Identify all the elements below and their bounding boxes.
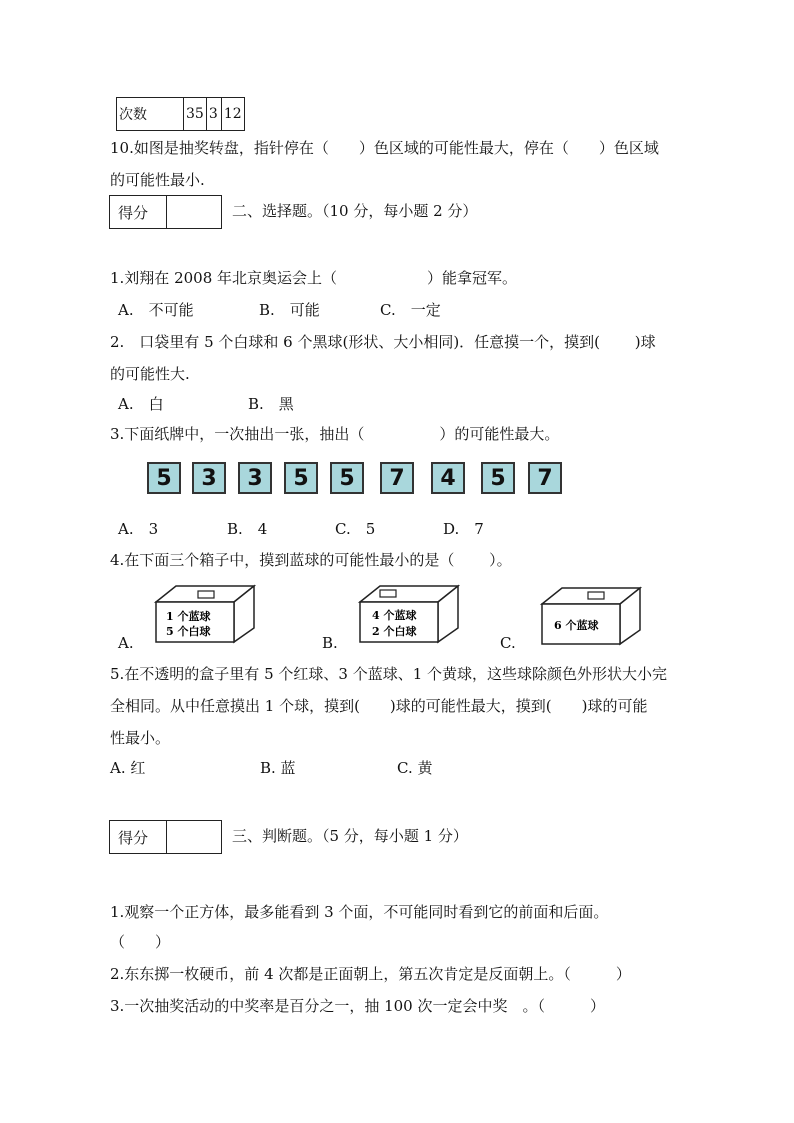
count-table-cell: 3	[206, 98, 221, 131]
s2q3-option-d: D. 7	[443, 520, 484, 538]
count-table-cell: 35	[184, 98, 207, 131]
s2q5-option-a: A. 红	[110, 759, 146, 777]
box-illustration	[354, 584, 462, 644]
box-label: 2 个白球	[372, 625, 417, 638]
score-box	[109, 820, 222, 854]
count-table	[116, 97, 245, 131]
s2q5-option-b: B. 蓝	[260, 759, 296, 777]
s3q2-text: 2.东东掷一枚硬币，前 4 次都是正面朝上，第五次肯定是反面朝上。（ ）	[110, 965, 631, 983]
score-box-divider	[166, 821, 167, 853]
s2q3-option-a: A. 3	[118, 520, 159, 538]
s2q2-option-b: B. 黑	[248, 395, 294, 413]
s2q4-option-b: B.	[322, 634, 338, 652]
s2q4-text: 4.在下面三个箱子中，摸到蓝球的可能性最小的是（ ）。	[110, 551, 512, 569]
s2q2-line2: 的可能性大.	[110, 365, 190, 383]
s2q5-line1: 5.在不透明的盒子里有 5 个红球、3 个蓝球、1 个黄球，这些球除颜色外形状大小完	[110, 665, 668, 683]
box-label: 1 个蓝球	[166, 610, 211, 623]
s3q1-answer-paren: （ ）	[110, 933, 171, 951]
box-label: 4 个蓝球	[372, 609, 417, 622]
s3q3-text: 3.一次抽奖活动的中奖率是百分之一，抽 100 次一定会中奖 。（ ）	[110, 997, 605, 1015]
card: 7	[528, 462, 562, 494]
s2q1-option-b: B. 可能	[259, 301, 320, 319]
card: 3	[238, 462, 272, 494]
box-label: 5 个白球	[166, 625, 211, 638]
card: 5	[147, 462, 181, 494]
s2q4-option-c: C.	[500, 634, 516, 652]
box-label: 6 个蓝球	[554, 619, 599, 632]
s2q2-line1: 2. 口袋里有 5 个白球和 6 个黑球(形状、大小相同)．任意摸一个，摸到( )球	[110, 333, 656, 351]
section3-title: 三、判断题。（5 分，每小题 1 分）	[232, 827, 468, 845]
card: 4	[431, 462, 465, 494]
card: 5	[481, 462, 515, 494]
s2q1-text: 1.刘翔在 2008 年北京奥运会上（ ）能拿冠军。	[110, 269, 518, 287]
q10-line1: 10.如图是抽奖转盘，指针停在（ ）色区域的可能性最大，停在（ ）色区域	[110, 139, 659, 157]
box-illustration	[150, 582, 258, 644]
score-label: 得分	[118, 204, 149, 222]
s2q3-option-c: C. 5	[335, 520, 376, 538]
s2q5-line3: 性最小。	[110, 729, 171, 747]
score-label: 得分	[118, 829, 149, 847]
s2q5-option-c: C. 黄	[397, 759, 433, 777]
count-table-label: 次数	[117, 98, 184, 131]
score-box	[109, 195, 222, 229]
card: 3	[192, 462, 226, 494]
box-illustration	[536, 586, 644, 646]
card: 7	[380, 462, 414, 494]
s2q1-option-c: C. 一定	[380, 301, 441, 319]
s3q1-text: 1.观察一个正方体，最多能看到 3 个面，不可能同时看到它的前面和后面。	[110, 903, 609, 921]
q10-line2: 的可能性最小.	[110, 171, 205, 189]
s2q1-option-a: A. 不可能	[118, 301, 194, 319]
card: 5	[284, 462, 318, 494]
s2q2-option-a: A. 白	[118, 395, 164, 413]
s2q5-line2: 全相同。从中任意摸出 1 个球，摸到( )球的可能性最大，摸到( )球的可能	[110, 697, 648, 715]
s2q4-option-a: A.	[118, 634, 134, 652]
s2q3-option-b: B. 4	[227, 520, 268, 538]
card: 5	[330, 462, 364, 494]
s2q3-text: 3.下面纸牌中，一次抽出一张，抽出（ ）的可能性最大。	[110, 425, 560, 443]
count-table-cell: 12	[221, 98, 244, 131]
score-box-divider	[166, 196, 167, 228]
section2-title: 二、选择题。（10 分，每小题 2 分）	[232, 202, 478, 220]
